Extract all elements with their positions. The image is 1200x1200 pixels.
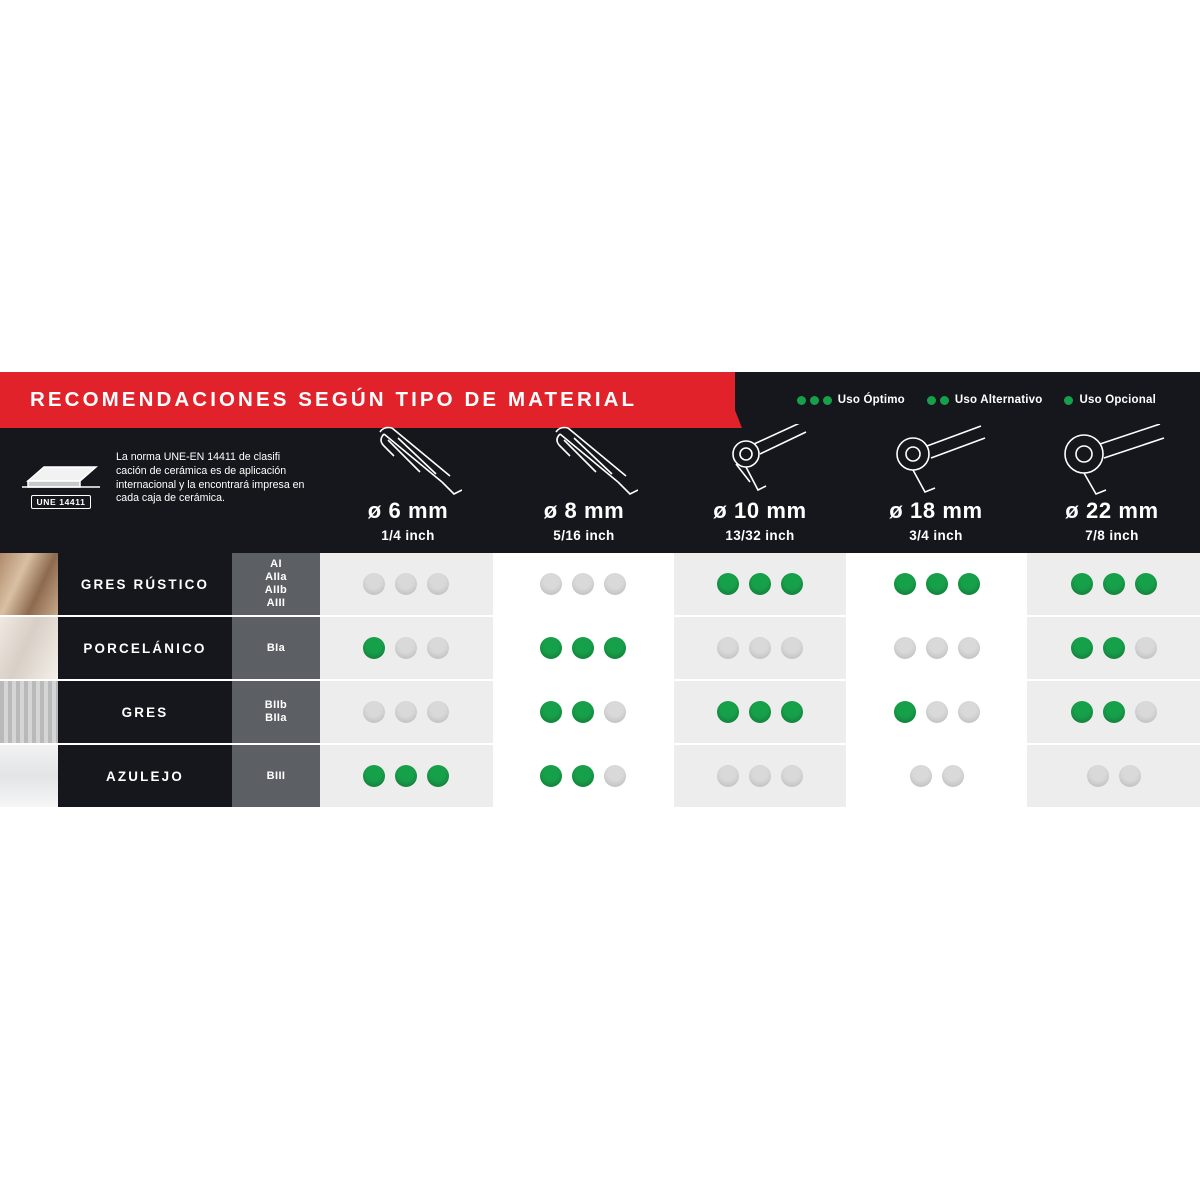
rating-dot [572, 765, 594, 787]
material-thumbnail [0, 617, 58, 679]
rating-dot [717, 573, 739, 595]
material-code: BIIb [264, 699, 288, 712]
column-diameter-mm: ø 22 mm [1065, 498, 1159, 523]
rating-dot [363, 765, 385, 787]
rating-dot [958, 637, 980, 659]
table-header-bar [0, 372, 1200, 428]
rating-dot [749, 765, 771, 787]
hole-saw-icon [877, 424, 995, 498]
legend-dot-icon [940, 396, 949, 405]
rating-dot [926, 573, 948, 595]
column-header-10mm [672, 428, 848, 553]
legend-dot-icon [1064, 396, 1073, 405]
material-code: AIII [266, 596, 286, 609]
rating-dot [363, 637, 385, 659]
norm-block [0, 422, 320, 553]
legend-label: Uso Opcional [1079, 394, 1156, 406]
column-header-18mm [848, 428, 1024, 553]
rating-dot [958, 701, 980, 723]
rating-dot [942, 765, 964, 787]
hole-saw-icon [1050, 424, 1174, 498]
rating-dot [395, 573, 417, 595]
column-headers [320, 428, 1200, 553]
material-code: BIII [266, 769, 286, 782]
rating-dot [1135, 637, 1157, 659]
material-codes [232, 553, 320, 615]
recommendation-table [0, 372, 1200, 809]
drill-bit-icon [530, 424, 638, 496]
legend-dots-opcional [1064, 396, 1073, 405]
rating-dot [958, 573, 980, 595]
material-code: AI [270, 558, 282, 571]
rating-dot [926, 637, 948, 659]
column-diameter-mm: ø 18 mm [889, 498, 983, 523]
hole-saw-icon [706, 424, 814, 498]
rating-dot [572, 637, 594, 659]
material-thumbnail [0, 745, 58, 807]
rating-dot [540, 573, 562, 595]
rating-dot [781, 701, 803, 723]
rating-dot [1071, 637, 1093, 659]
rating-dot [427, 765, 449, 787]
legend-dot-icon [927, 396, 936, 405]
column-header-22mm [1024, 428, 1200, 553]
rating-cell [1027, 681, 1200, 743]
material-codes [232, 617, 320, 679]
legend-dots-optimo [797, 396, 832, 405]
rating-dot [717, 765, 739, 787]
rating-cells [320, 553, 1200, 615]
rating-dot [926, 701, 948, 723]
rating-dot [427, 637, 449, 659]
material-name: PORCELÁNICO [58, 617, 232, 679]
rating-dot [749, 573, 771, 595]
rating-dot [427, 573, 449, 595]
rating-cell [497, 745, 674, 807]
material-thumbnail [0, 681, 58, 743]
rating-dot [1071, 573, 1093, 595]
rating-dot [1087, 765, 1109, 787]
rating-cell [850, 553, 1027, 615]
rating-cell [674, 617, 851, 679]
material-codes [232, 681, 320, 743]
column-diameter-inch: 7/8 inch [1085, 528, 1139, 543]
rating-cell [674, 681, 851, 743]
legend-dot-icon [823, 396, 832, 405]
rating-dot [781, 637, 803, 659]
rating-dot [572, 573, 594, 595]
rating-cell [497, 681, 674, 743]
material-name: GRES RÚSTICO [58, 553, 232, 615]
rating-dot [395, 765, 417, 787]
rating-dot [749, 637, 771, 659]
une-badge [0, 461, 116, 509]
rating-cells [320, 617, 1200, 679]
rating-dot [1103, 701, 1125, 723]
tile-icon [22, 461, 100, 491]
rating-dot [1071, 701, 1093, 723]
rating-cells [320, 681, 1200, 743]
rating-cell [1027, 553, 1200, 615]
rating-dot [604, 765, 626, 787]
table-row [0, 617, 1200, 681]
rating-dot [572, 701, 594, 723]
rating-cell [674, 553, 851, 615]
drill-bit-icon [354, 424, 462, 496]
rating-dot [363, 573, 385, 595]
rating-cell [674, 745, 851, 807]
material-name: AZULEJO [58, 745, 232, 807]
legend-dots-alternativo [927, 396, 949, 405]
rating-dot [1135, 573, 1157, 595]
rating-dot [749, 701, 771, 723]
rating-cell [320, 681, 497, 743]
material-name: GRES [58, 681, 232, 743]
rating-dot [540, 701, 562, 723]
legend-dot-icon [797, 396, 806, 405]
column-diameter-inch: 1/4 inch [381, 528, 435, 543]
rating-dot [1103, 637, 1125, 659]
rating-dot [363, 701, 385, 723]
rating-cell [320, 745, 497, 807]
table-row [0, 681, 1200, 745]
column-header-band [0, 428, 1200, 553]
table-row [0, 553, 1200, 617]
material-code: BIIa [265, 712, 287, 724]
material-code: AIIa [265, 571, 287, 584]
column-header-8mm [496, 428, 672, 553]
rating-dot [1119, 765, 1141, 787]
page-title: RECOMENDACIONES SEGÚN TIPO DE MATERIAL [30, 388, 638, 411]
legend-label: Uso Óptimo [837, 394, 905, 406]
rating-dot [604, 573, 626, 595]
legend-item-opcional [1064, 394, 1156, 406]
column-diameter-inch: 13/32 inch [725, 528, 795, 543]
rating-dot [894, 701, 916, 723]
legend-dot-icon [810, 396, 819, 405]
column-diameter-mm: ø 8 mm [543, 498, 625, 523]
header-title-banner [0, 372, 735, 428]
rating-dot [910, 765, 932, 787]
material-codes [232, 745, 320, 807]
une-badge-label: UNE 14411 [31, 495, 92, 509]
column-diameter-inch: 3/4 inch [909, 528, 963, 543]
rating-dot [1103, 573, 1125, 595]
rating-cell [320, 553, 497, 615]
rating-cell [850, 681, 1027, 743]
rating-dot [427, 701, 449, 723]
norm-description: La norma UNE-EN 14411 de clasifi cación de cerámica es de aplicación internacional y la encontrará impresa en cada caja de cerámica. [116, 450, 305, 505]
column-header-6mm [320, 428, 496, 553]
rating-dot [395, 701, 417, 723]
rating-dot [894, 637, 916, 659]
rating-cell [1027, 617, 1200, 679]
legend [735, 372, 1200, 428]
rating-cell [850, 617, 1027, 679]
rating-cell [320, 617, 497, 679]
column-diameter-inch: 5/16 inch [553, 528, 615, 543]
tile-icon-svg [22, 461, 100, 491]
rating-dot [540, 637, 562, 659]
material-thumbnail [0, 553, 58, 615]
rating-dot [781, 573, 803, 595]
rating-dot [395, 637, 417, 659]
rating-dot [781, 765, 803, 787]
legend-label: Uso Alternativo [954, 394, 1043, 406]
column-diameter-mm: ø 6 mm [367, 498, 449, 523]
column-diameter-mm: ø 10 mm [713, 498, 807, 523]
legend-item-optimo [797, 394, 905, 406]
rating-cell [497, 553, 674, 615]
rating-cell [850, 745, 1027, 807]
rating-dot [604, 701, 626, 723]
rating-dot [604, 637, 626, 659]
rating-dot [717, 637, 739, 659]
rating-cell [497, 617, 674, 679]
material-code: AIIb [264, 584, 288, 596]
rating-dot [540, 765, 562, 787]
table-row [0, 745, 1200, 809]
material-code: BIa [266, 641, 286, 654]
rating-cell [1027, 745, 1200, 807]
rating-dot [894, 573, 916, 595]
rating-cells [320, 745, 1200, 807]
legend-item-alternativo [927, 394, 1043, 406]
rating-dot [717, 701, 739, 723]
rating-dot [1135, 701, 1157, 723]
